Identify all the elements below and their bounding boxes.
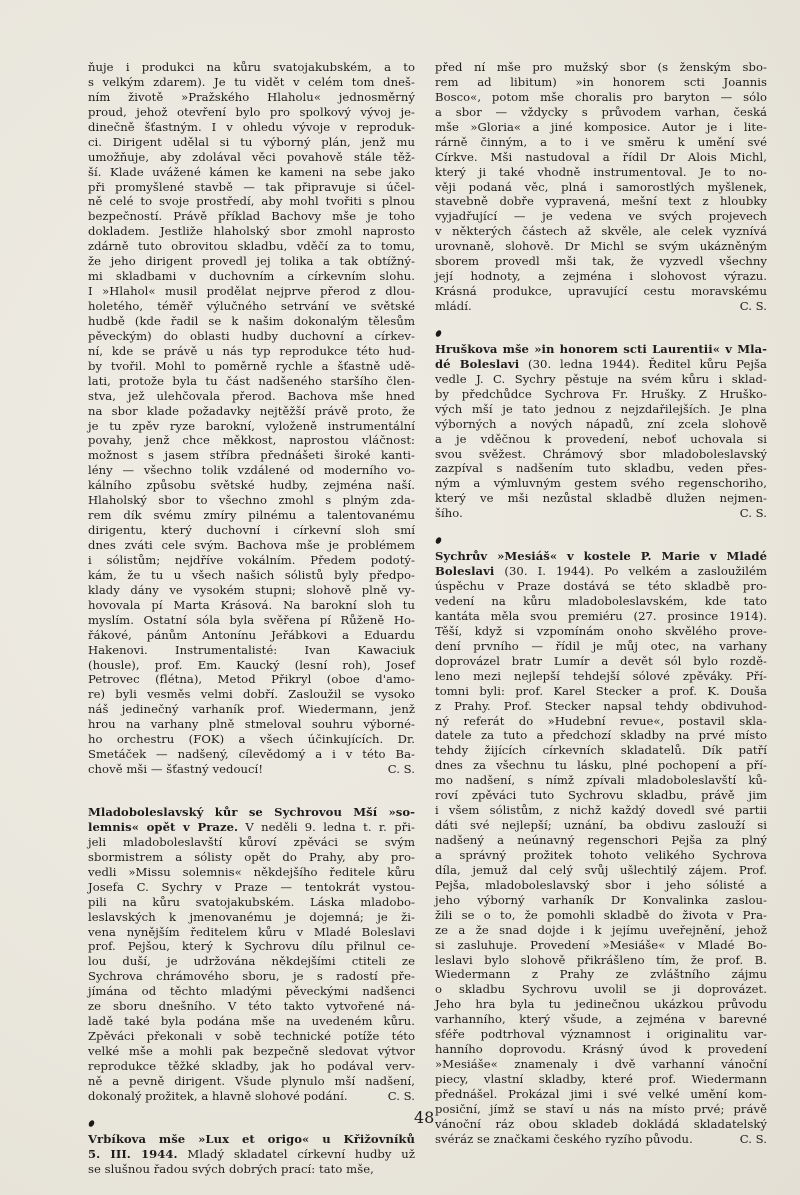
last-line-text: svéráz se značkami českého ryzího původu. [435, 1131, 693, 1146]
text-line [88, 805, 415, 820]
text-line: který ve mši nezůstal skladbě dlužen nejmen- [435, 491, 767, 506]
text-line: kantáta měla svou premiéru (27. prosince 1914). [435, 608, 767, 623]
text-line: vedení na kůru mladoboleslavském, kde tato [435, 594, 767, 608]
article-heading: Boleslavi [435, 564, 495, 579]
author-signature: C. S. [387, 762, 415, 777]
article-heading: Vrbíkova mše »Lux et origo« u Křižovníků [88, 1131, 415, 1146]
text-line: vena nynějším ředitelem kůru v Mladé Boleslavi [88, 924, 415, 939]
text-line: lou duší, je udržována někdejšími ctiteli ze [88, 954, 415, 969]
article-heading: Sychrův »Mesiáš« v kostele P. Marie v Mladé [435, 549, 767, 564]
section-separator-bullet-icon [88, 1116, 415, 1132]
article-text: Mladý skladatel církevní hudby už [177, 1146, 415, 1161]
text-line: ší. Klade uvážené kámen ke kameni na sebe jako [88, 164, 415, 179]
text-line: lény — všechno tolik vzdálené od moderního vo- [88, 463, 415, 478]
text-line: re) byli vesměs velmi dobří. Zasloužil se vysoko [88, 687, 415, 702]
last-line-text: se slušnou řadou svých dobrých prací: tato mše, [88, 1161, 374, 1176]
text-line: leslavských k jmenovanému je dojemná; je ži- [88, 909, 415, 924]
paragraph [88, 60, 415, 777]
text-line [88, 820, 415, 835]
text-line: žili se o to, že pomohli skladbě do života v Pra- [435, 907, 767, 922]
section-gap [88, 1104, 415, 1116]
article-heading: lemnis« opět v Praze. [88, 819, 239, 834]
text-line: který ji také vhodně instrumentoval. Je to no- [435, 164, 767, 179]
text-line: bezpečností. Právě příklad Bachovy mše je toho [88, 209, 415, 224]
text-line-last [435, 299, 767, 314]
text-line: svou svěžest. Chrámový sbor mladoboleslavský [435, 446, 767, 461]
text-line: prof. Pejšou, který k Sychrovu dílu přilnul ce- [88, 939, 415, 954]
text-line: tomni byli: prof. Karel Stecker a prof. K. Douša [435, 683, 767, 698]
text-line: reprodukce těžké skladby, jak ho podával verv- [88, 1058, 415, 1073]
text-line: kálního způsobu světské hudby, zejména naší. [88, 478, 415, 493]
text-line-last [435, 506, 767, 521]
text-line: vých mší je tato jednou z nejzdařilejších. Je plna [435, 401, 767, 416]
text-line: vedle J. C. Sychry pěstuje na svém kůru i sklad- [435, 371, 767, 386]
article [88, 1132, 415, 1177]
article-heading: 5. III. 1944. [88, 1146, 178, 1161]
text-line: hrou na varhany plně stmeloval souhru výborné- [88, 717, 415, 732]
text-line: ze sboru dnešního. V této takto vytvořené ná- [88, 999, 415, 1014]
section-gap [88, 789, 415, 805]
text-line [88, 1132, 415, 1147]
text-line: vánoční ráz obou skladeb dokládá skladatelský [435, 1116, 767, 1131]
text-line: hudbě (kde řadil se k našim dokonalým tělesům [88, 313, 415, 328]
text-line: Krásná produkce, upravující cestu moravskému [435, 284, 767, 299]
section-gap [88, 777, 415, 789]
text-line: dinečně šťastným. I v ohledu vývoje v reproduk- [88, 119, 415, 134]
author-signature: C. S. [387, 1088, 415, 1103]
text-line: datele za tuto a předchozí skladby na prvé místo [435, 728, 767, 743]
section-gap [435, 314, 767, 326]
text-line: před ní mše pro mužský sbor (s ženským sbo- [435, 60, 767, 74]
paragraph [435, 60, 767, 314]
text-line: nadšený a neúnavný regenschori Pejša za plný [435, 833, 767, 847]
text-line: její hodnoty, a zejména i slohovost výrazu. [435, 269, 767, 284]
text-line: Wiedermann z Prahy ze zvláštního zájmu [435, 967, 767, 982]
text-line: sbormistrem a sólisty opět do Prahy, aby pro- [88, 849, 415, 864]
author-signature: C. S. [739, 299, 767, 313]
text-line: dáti své nejlepší; uznání, ba obdivu zaslouží si [435, 818, 767, 833]
text-line: holetého, téměř výlučného setrvání ve světské [88, 299, 415, 313]
text-line: a je vděčnou k provedení, neboť uchovala si [435, 431, 767, 446]
text-line: řákové, pánům Antonínu Jeřábkovi a Eduardu [88, 627, 415, 642]
last-line-text: chově mši — šťastný vedoucí! [88, 762, 264, 777]
text-line: ladě také byla podána mše na uvedeném kůru. [88, 1014, 415, 1029]
text-line: že jeho dirigent provedl jej tolika a tak obtížný- [88, 254, 415, 269]
text-line: Pejša, mladoboleslavský sbor i jeho sólisté a [435, 877, 767, 892]
text-line: o skladbu Sychrovu uvolil se ji doprovázet. [435, 982, 767, 997]
text-line: klady dány ve vysokém stupni; slohově plně vy- [88, 582, 415, 597]
text-line: a sbor — vždycky s průvodem varhan, česká [435, 104, 767, 119]
left-column [88, 60, 415, 1177]
text-line: roví zpěváci tuto Sychrovu skladbu, právě jim [435, 788, 767, 803]
last-line-text: dokonalý prožitek, a hlavně slohové podání. [88, 1088, 348, 1103]
article-heading: Mladoboleslavský kůr se Sychrovou Mší »so- [88, 805, 415, 819]
text-line: Sychrova chrámového sboru, je s radostí pře- [88, 969, 415, 984]
text-line: ci. Dirigent udělal si tu výborný plán, jenž mu [88, 134, 415, 149]
article-heading: Hruškova mše »in honorem scti Laurentii« v Mla- [435, 341, 767, 356]
text-line: Těší, když si vzpomínám onoho skvělého prove- [435, 623, 767, 638]
text-line: rem dík svému zmíry pilnému a talentovanému [88, 508, 415, 523]
text-line: jímána od těchto mladými pěveckými nadšenci [88, 984, 415, 999]
text-line: rem ad libitum) »in honorem scti Joannis [435, 74, 767, 89]
text-line: náš jedinečný varhaník prof. Wiedermann, jenž [88, 702, 415, 717]
text-line: ňuje i produkci na kůru svatojakubském, a to [88, 60, 415, 74]
text-line: rárně činným, a to i ve směru k umění své [435, 134, 767, 149]
text-line: vedli »Missu solemnis« někdejšího ředitele kůru [88, 864, 415, 879]
last-line-text: šího. [435, 506, 463, 521]
text-line: leno mezi nejlepší tehdejší sólové zpěváky. Pří- [435, 668, 767, 683]
text-line: z Prahy. Prof. Stecker napsal tehdy obdivuhod- [435, 698, 767, 713]
text-line-last [88, 1089, 415, 1104]
text-line [88, 1147, 415, 1162]
text-line: urovnaně, slohově. Dr Michl se svým ukázněným [435, 239, 767, 254]
text-line: leslavi bylo slohově přikrášleno tím, že prof. B. [435, 952, 767, 967]
text-line: přednášel. Prokázal jimi i své velké umění kom- [435, 1086, 767, 1101]
text-line: by tvořil. Mohl to poměrně rychle a šťastně udě- [88, 358, 415, 373]
text-line: mi skladbami v duchovním a církevním slohu. [88, 269, 415, 284]
page-number: 48 [414, 1108, 435, 1127]
text-line-last [88, 1162, 415, 1177]
text-line: při promyšlené stavbě — tak připravuje si účel- [88, 179, 415, 194]
text-line: ným a výmluvným gestem svého regenschoriho, [435, 476, 767, 491]
section-separator-bullet-icon [435, 533, 767, 549]
text-line: umožňuje, aby zdolával věci povahově stále těž- [88, 149, 415, 164]
text-line: Jeho hra byla tu jedinečnou ukázkou průvodu [435, 997, 767, 1012]
article-heading: dé Boleslavi [435, 356, 520, 371]
text-line: kám, že tu u všech našich sólistů byly předpo- [88, 567, 415, 582]
text-line: na sbor klade požadavky nejtěžší právě proto, že [88, 403, 415, 418]
article [435, 342, 767, 521]
text-line: velké mše a mohli pak bezpečně sledovat výtvor [88, 1044, 415, 1058]
text-line: hanního doprovodu. Krásný úvod k provedení [435, 1042, 767, 1057]
text-line [435, 549, 767, 564]
text-line: I »Hlahol« musil prodělat nejprve přerod z dlou- [88, 284, 415, 299]
text-line: Petrovec (flétna), Metod Přikryl (oboe d'amo- [88, 672, 415, 687]
text-line: varhanního, který všude, a zejména v barevné [435, 1012, 767, 1027]
text-line: sféře podtrhoval významnost i originalitu var- [435, 1027, 767, 1042]
text-line: jeho výborný varhaník Dr Konvalinka zaslou- [435, 892, 767, 907]
text-line [435, 357, 767, 372]
text-line: Zpěváci překonali v sobě technické potíže této [88, 1029, 415, 1044]
text-line [435, 342, 767, 357]
text-line: doprovázel bratr Lumír a devět sól bylo rozdě- [435, 653, 767, 668]
text-line: Bosco«, potom mše choralis pro baryton — sólo [435, 89, 767, 104]
text-line: vyjadřující — je vedena ve svých projevech [435, 209, 767, 224]
text-line: je tu zpěv ryze barokní, vyloženě instrumentální [88, 418, 415, 433]
text-line: lati, protože byla tu část nadšeného staršího člen- [88, 373, 415, 388]
text-line: ně a pevně dirigent. Všude plynulo mší nadšení, [88, 1073, 415, 1088]
text-line: i všem sólistům, z nichž každý dovedl své partii [435, 803, 767, 818]
text-line: proud, jehož otevření bylo pro spolkový vývoj je- [88, 104, 415, 119]
text-line: mo nadšení, s nímž zpívali mladoboleslavští ků- [435, 773, 767, 788]
text-line: pili na kůru svatojakubském. Láska mladobo- [88, 894, 415, 909]
text-line: (housle), prof. Em. Kaucký (lesní roh), Josef [88, 657, 415, 672]
text-line: zazpíval s nadšením tuto skladbu, veden přes- [435, 461, 767, 476]
text-line: myslím. Ostatní sóla byla svěřena pí Růženě Ho- [88, 612, 415, 627]
text-line: zdárně tuto obrovitou skladbu, vděčí za to tomu, [88, 239, 415, 254]
text-line: ho orchestru (FOK) a všech účinkujících. Dr. [88, 732, 415, 747]
text-line: mše »Gloria« a jiné komposice. Autor je i lite- [435, 119, 767, 134]
section-gap [435, 521, 767, 533]
text-line: stavebně dobře vypravená, mešní text z hloubky [435, 194, 767, 209]
text-line: a správný prožitek tohoto velikého Sychrova [435, 847, 767, 862]
text-line: jeli mladoboleslavští kůroví zpěváci se svým [88, 834, 415, 849]
text-line: stva, jež ulehčovala přerod. Bachova mše hned [88, 388, 415, 403]
text-line: dnes zváti cele svým. Bachova mše je problémem [88, 538, 415, 552]
text-line: díla, jemuž dal celý svůj ušlechtilý zájem. Prof. [435, 862, 767, 877]
text-line: dení prvního — řídil je můj otec, na varhany [435, 638, 767, 653]
section-separator-bullet-icon [435, 326, 767, 342]
article-text: (30. ledna 1944). Ředitel kůru Pejša [519, 356, 767, 371]
text-line: ně celé to svoje prostředí, aby mohl tvořiti s plnou [88, 194, 415, 209]
text-line: dokladem. Jestliže hlaholský sbor zmohl naprosto [88, 224, 415, 239]
text-line: tehdy žijících církevních skladatelů. Dík patří [435, 743, 767, 758]
text-line: ní, kde se právě u nás typ reprodukce této hud- [88, 343, 415, 358]
text-line: Církve. Mši nastudoval a řídil Dr Alois Michl, [435, 149, 767, 164]
text-line: hovovala pí Marta Krásová. Na barokní sloh tu [88, 597, 415, 612]
text-line: věji podaná věc, plná i samorostlých myšlenek, [435, 179, 767, 194]
text-line: povahy, jenž chce měkkost, naprostou vláčnost: [88, 433, 415, 448]
text-line: by předchůdce Sychrova Fr. Hrušky. Z Hruško- [435, 386, 767, 401]
author-signature: C. S. [739, 1131, 767, 1146]
author-signature: C. S. [739, 506, 767, 521]
text-line: sborem provedl mši tak, že vyzvedl všechny [435, 254, 767, 269]
text-line [435, 564, 767, 579]
text-line: ný referát do »Hudební revue«, postavil skla- [435, 713, 767, 728]
text-line: posiční, jímž se staví u nás na místo prvé; právě [435, 1101, 767, 1116]
text-line: »Mesiáše« znamenaly i dvě varhanní vánoční [435, 1057, 767, 1072]
text-line-last [435, 1132, 767, 1147]
text-line: s velkým zdarem). Je tu vidět v celém tom dneš- [88, 74, 415, 89]
article-text: V neděli 9. ledna t. r. při- [238, 819, 415, 834]
article [435, 549, 767, 1147]
text-line: Josefa C. Sychry v Praze — tentokrát vystou- [88, 879, 415, 894]
text-line: Hakenovi. Instrumentalisté: Ivan Kawaciuk [88, 642, 415, 657]
text-line: výborných a nových nápadů, zní zcela slohově [435, 416, 767, 431]
text-line: i sólistům; nejdříve vokálním. Předem podotý- [88, 552, 415, 567]
article [88, 805, 415, 1104]
text-line: piecy, vlastní skladby, které prof. Wiedermann [435, 1072, 767, 1086]
text-line: dirigentu, který duchovní i církevní sloh smí [88, 523, 415, 538]
text-line: dnes za všechnu tu lásku, plné pochopení a pří- [435, 758, 767, 773]
text-line: ním životě »Pražského Hlaholu« jednosměrný [88, 89, 415, 104]
text-line: Hlaholský sbor to všechno zmohl s plným zda- [88, 493, 415, 508]
text-line-last [88, 762, 415, 777]
right-column [435, 60, 767, 1147]
text-line: Smetáček — nadšený, cílevědomý a i v této Ba- [88, 747, 415, 762]
text-line: v některých částech až skvěle, ale celek vyznívá [435, 224, 767, 239]
text-line: možnost s jasem stříbra přednášeti široké kanti- [88, 448, 415, 463]
last-line-text: mládí. [435, 299, 472, 313]
text-line: si zasluhuje. Provedení »Mesiáše« v Mladé Bo- [435, 937, 767, 952]
article-text: (30. I. 1944). Po velkém a zasloužilém [494, 564, 767, 579]
text-line: úspěchu v Praze dostává se této skladbě pro- [435, 579, 767, 594]
text-line: pěveckým) do oblasti hudby duchovní a církev- [88, 328, 415, 343]
text-line: ze a že snad dojde i k jejímu uveřejnění, jehož [435, 922, 767, 937]
